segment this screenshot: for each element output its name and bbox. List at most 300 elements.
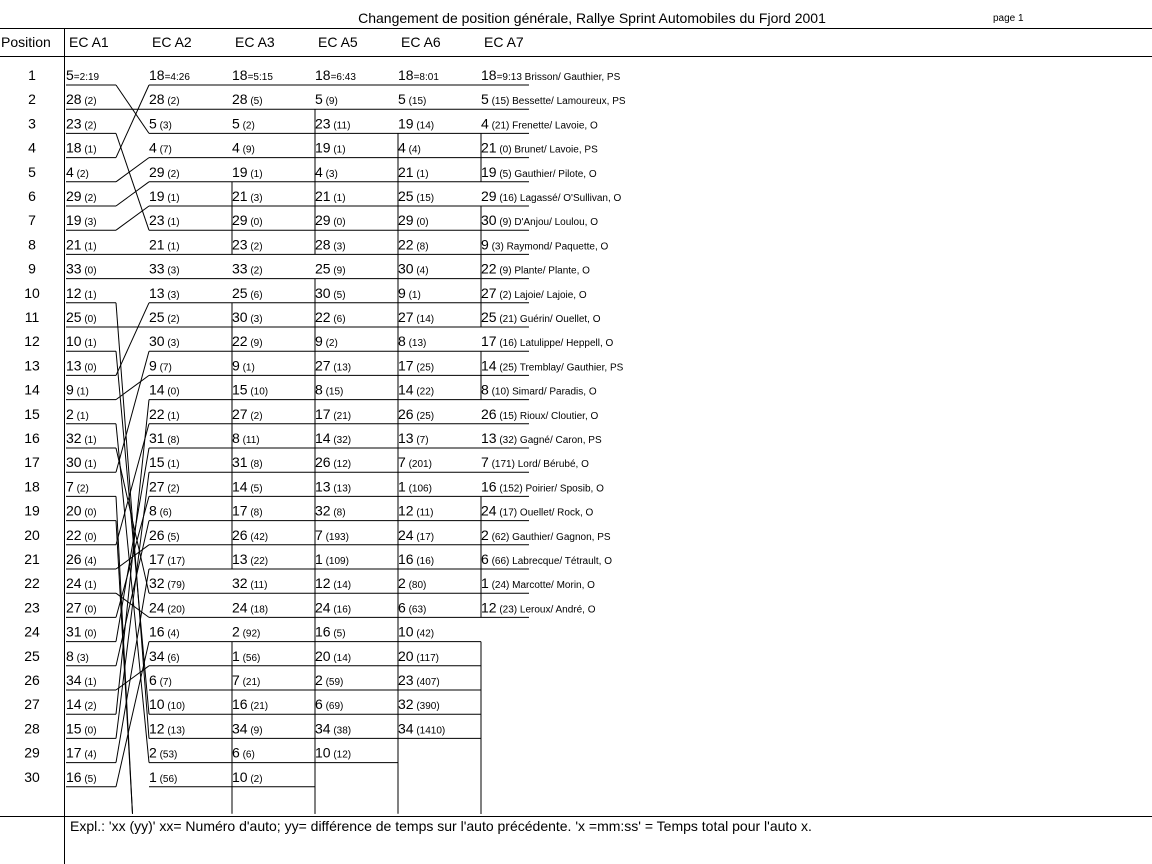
car-entry (149, 769, 177, 785)
car-entry (315, 285, 346, 301)
car-number: 34 (315, 720, 331, 737)
car-entry (149, 551, 185, 567)
position-label: 13 (24, 357, 40, 374)
car-number: 12 (398, 502, 414, 519)
car-entry (66, 115, 97, 131)
car-number: 8 (66, 647, 74, 664)
car-entry (149, 309, 180, 325)
position-labels (24, 67, 40, 785)
car-entry (315, 309, 346, 325)
car-number: 9 (398, 284, 406, 301)
time-difference: (407) (413, 677, 440, 688)
car-number: 24 (398, 526, 414, 543)
crew-name: Frenette/ Lavoie, O (509, 120, 598, 132)
car-number: 27 (232, 405, 248, 422)
car-number: 29 (232, 212, 248, 229)
car-entry (398, 261, 429, 277)
time-difference: (13) (330, 483, 352, 495)
time-difference: (23) (496, 604, 518, 616)
car-entry (481, 406, 599, 422)
car-entry (398, 309, 434, 325)
car-entry (315, 575, 351, 591)
car-entry (149, 527, 180, 543)
position-label: 17 (24, 454, 40, 471)
car-number: 31 (149, 430, 165, 446)
car-entry (149, 285, 180, 301)
car-number: 23 (315, 115, 331, 132)
time-difference: (12) (330, 459, 352, 471)
car-entry (481, 261, 590, 277)
time-difference: (21) (496, 314, 518, 325)
car-number: 32 (315, 502, 331, 519)
time-difference: (106) (405, 483, 432, 495)
car-entry (66, 527, 97, 543)
crew-name: Guérin/ Ouellet, O (517, 314, 601, 325)
car-number: 19 (232, 163, 248, 180)
car-entry (149, 357, 172, 373)
car-entry (481, 527, 611, 543)
time-difference: (13) (405, 338, 427, 350)
stage-header: EC A3 (235, 34, 275, 50)
position-label: 14 (24, 381, 40, 398)
car-entry (398, 478, 432, 494)
car-entry (398, 212, 429, 228)
car-entry (232, 624, 260, 640)
car-entry (232, 140, 255, 156)
car-number: 28 (149, 91, 165, 108)
car-entry (66, 478, 89, 494)
car-entry (66, 720, 97, 736)
car-number: 15 (232, 381, 248, 398)
car-number: 18 (232, 67, 248, 83)
time-difference: (201) (405, 459, 432, 471)
car-entry (398, 382, 434, 398)
car-entry (232, 188, 263, 204)
car-number: 18 (315, 67, 331, 83)
time-difference: (5) (330, 289, 346, 301)
time-difference: (1) (247, 168, 263, 180)
car-entry (315, 357, 351, 373)
car-number: 24 (315, 599, 331, 616)
car-number: 14 (149, 381, 165, 398)
car-number: 25 (66, 309, 82, 325)
car-entry (481, 599, 596, 615)
car-entry (66, 672, 97, 688)
car-entry (66, 696, 97, 712)
car-entry (315, 382, 343, 398)
time-difference: (4) (413, 265, 429, 277)
car-number: 13 (66, 357, 82, 374)
car-entry (398, 67, 439, 83)
car-number: 7 (66, 478, 74, 495)
car-entry (398, 140, 421, 156)
time-difference: (0) (81, 604, 97, 616)
time-difference: =6:43 (330, 72, 356, 83)
car-entry (398, 672, 440, 688)
chart-title: Changement de position générale, Rallye Sprint Automobiles du Fjord 2001 (358, 10, 826, 26)
car-number: 23 (232, 236, 248, 253)
time-difference: (3) (81, 217, 97, 229)
time-difference: (16) (496, 193, 518, 204)
time-difference: (16) (496, 338, 518, 350)
car-number: 6 (481, 551, 489, 567)
car-number: 18 (481, 67, 497, 83)
time-difference: (0) (81, 314, 97, 325)
car-entry (315, 648, 351, 664)
car-entry (315, 503, 346, 519)
car-number: 25 (481, 309, 497, 325)
position-label: 30 (24, 768, 40, 785)
car-entry (315, 333, 338, 349)
time-difference: (1) (73, 410, 89, 422)
car-entry (315, 406, 351, 422)
time-difference: (25) (496, 362, 518, 374)
car-entry (149, 164, 180, 180)
car-entry (232, 67, 273, 83)
time-difference: (2) (496, 289, 512, 301)
car-number: 25 (149, 309, 165, 325)
car-number: 22 (315, 309, 331, 325)
time-difference: (1) (239, 362, 255, 374)
car-entry (66, 406, 89, 422)
time-difference: (9) (322, 96, 338, 108)
position-label: 21 (24, 551, 40, 567)
car-entry (66, 236, 97, 252)
car-entry (398, 164, 429, 180)
car-entry (481, 164, 597, 180)
time-difference: (66) (488, 556, 510, 567)
crew-name: Poirier/ Sposib, O (522, 483, 604, 495)
time-difference: (1) (81, 580, 97, 592)
time-difference: (16) (330, 604, 352, 616)
car-number: 14 (232, 478, 248, 495)
car-entry (232, 212, 263, 228)
car-number: 5 (232, 115, 240, 132)
car-number: 32 (398, 696, 414, 713)
car-number: 9 (481, 236, 489, 253)
time-difference: (3) (330, 241, 346, 253)
time-difference: (42) (413, 628, 435, 640)
time-difference: (8) (247, 459, 263, 471)
car-number: 8 (232, 430, 240, 446)
position-label: 7 (28, 212, 36, 229)
car-number: 5 (481, 91, 489, 108)
car-entry (232, 309, 263, 325)
car-entry (66, 503, 97, 519)
car-number: 5 (66, 67, 74, 83)
page-label: page 1 (993, 13, 1024, 24)
car-number: 22 (481, 260, 497, 277)
time-difference: (3) (164, 289, 180, 301)
car-entry (481, 309, 601, 325)
car-number: 21 (398, 163, 414, 180)
car-entry (398, 696, 440, 712)
time-difference: (6) (330, 314, 346, 325)
car-entry (315, 115, 350, 131)
time-difference: (0) (81, 265, 97, 277)
time-difference: =9:13 (496, 72, 522, 83)
car-number: 10 (66, 333, 82, 350)
car-entry (315, 745, 351, 761)
car-number: 26 (481, 405, 497, 422)
time-difference: (0) (330, 217, 346, 229)
car-number: 1 (315, 551, 323, 567)
car-entry (398, 406, 434, 422)
time-difference: (11) (239, 435, 260, 446)
crew-name: Labrecque/ Tétrault, O (509, 556, 613, 567)
car-entry (149, 115, 172, 131)
time-difference: (9) (330, 265, 346, 277)
car-number: 30 (232, 309, 248, 325)
car-number: 27 (149, 478, 165, 495)
car-entry (232, 551, 268, 567)
car-entry (398, 527, 434, 543)
car-entry (66, 430, 97, 446)
car-entry (232, 115, 255, 131)
car-entry (315, 527, 349, 543)
car-number: 33 (66, 260, 82, 277)
stage-header: EC A1 (69, 34, 109, 50)
crew-name: Lord/ Bérubé, O (514, 459, 589, 471)
time-difference: (59) (322, 677, 344, 688)
time-difference: (5) (247, 483, 263, 495)
time-difference: (21) (239, 677, 261, 688)
crew-name: Gauthier/ Pilote, O (511, 168, 597, 180)
car-entry (232, 357, 255, 373)
car-entry (149, 454, 180, 470)
car-entry (149, 648, 180, 664)
time-difference: =5:15 (247, 72, 273, 83)
car-entry (481, 503, 594, 519)
car-entry (315, 454, 351, 470)
car-entry (481, 115, 598, 131)
car-entry (232, 769, 263, 785)
time-difference: (10) (488, 386, 510, 398)
time-difference: (17) (413, 531, 435, 543)
time-difference: (5) (247, 96, 263, 108)
car-number: 13 (398, 430, 414, 446)
car-number: 20 (315, 647, 331, 664)
car-number: 32 (232, 575, 248, 592)
car-entry (315, 91, 338, 107)
car-entry (481, 382, 597, 398)
position-label: 8 (28, 236, 36, 253)
time-difference: (9) (496, 217, 512, 229)
car-entry (149, 503, 172, 519)
car-number: 13 (232, 551, 248, 567)
car-number: 30 (315, 284, 331, 301)
time-difference: (2) (73, 168, 89, 180)
car-entry (149, 91, 180, 107)
time-difference: (3) (322, 168, 338, 180)
crew-name: Leroux/ André, O (517, 604, 596, 616)
car-number: 30 (66, 454, 82, 471)
time-difference: (9) (247, 338, 263, 350)
car-number: 26 (315, 454, 331, 471)
time-difference: (18) (247, 604, 269, 616)
time-difference: (2) (164, 168, 180, 180)
car-entry (232, 575, 267, 591)
car-number: 24 (149, 599, 165, 616)
crew-name: Marcotte/ Morin, O (509, 580, 595, 592)
time-difference: (1) (405, 289, 421, 301)
car-entry (232, 285, 263, 301)
car-number: 21 (481, 139, 497, 156)
car-number: 26 (232, 526, 248, 543)
car-entry (232, 648, 260, 664)
car-number: 27 (315, 357, 331, 374)
time-difference: (11) (330, 120, 351, 132)
car-entry (398, 503, 433, 519)
car-number: 4 (232, 139, 240, 156)
car-number: 4 (66, 163, 74, 180)
crew-name: Raymond/ Paquette, O (503, 241, 609, 253)
car-entry (149, 140, 172, 156)
car-entry (398, 285, 421, 301)
crew-name: Bessette/ Lamoureux, PS (509, 96, 626, 108)
time-difference: (15) (322, 386, 344, 398)
time-difference: (8) (330, 507, 346, 519)
time-difference: (2) (164, 96, 180, 108)
time-difference: (15) (488, 96, 510, 108)
crew-name: Ouellet/ Rock, O (517, 507, 594, 519)
stage-header: EC A2 (152, 34, 192, 50)
car-entry (315, 696, 343, 712)
car-number: 30 (481, 212, 497, 229)
car-number: 34 (398, 720, 414, 737)
car-number: 22 (398, 236, 414, 253)
car-entry (315, 188, 346, 204)
car-entry (481, 67, 621, 83)
car-number: 1 (232, 647, 240, 664)
car-entry (481, 478, 604, 494)
car-number: 28 (315, 236, 331, 253)
car-number: 20 (398, 647, 414, 664)
car-entry (398, 91, 426, 107)
car-entry (149, 406, 180, 422)
car-number: 30 (398, 260, 414, 277)
position-label: 27 (24, 696, 40, 713)
car-entry (66, 769, 97, 785)
time-difference: (21) (330, 410, 352, 422)
car-entry (149, 430, 180, 446)
position-label: 5 (28, 163, 36, 180)
position-label: 22 (24, 575, 40, 592)
time-difference: (0) (81, 507, 97, 519)
car-entry (315, 551, 349, 567)
car-number: 24 (232, 599, 248, 616)
car-entry (232, 599, 268, 615)
time-difference: (21) (247, 701, 269, 713)
car-number: 21 (315, 188, 331, 204)
car-entry (398, 430, 429, 446)
car-entry (149, 188, 180, 204)
time-difference: (9) (496, 265, 512, 277)
car-number: 18 (398, 67, 414, 83)
car-entry (481, 430, 602, 446)
car-number: 12 (315, 575, 331, 592)
car-number: 13 (315, 478, 331, 495)
car-entry (232, 382, 268, 398)
time-difference: (13) (164, 725, 186, 737)
time-difference: (0) (164, 386, 180, 398)
car-entry (149, 67, 190, 83)
position-label: 16 (24, 430, 40, 446)
car-number: 27 (398, 309, 414, 325)
time-difference: (16) (413, 556, 435, 567)
car-number: 29 (315, 212, 331, 229)
car-number: 1 (398, 478, 406, 495)
position-change-line (116, 158, 149, 182)
time-difference: (390) (413, 701, 440, 713)
car-number: 19 (481, 163, 497, 180)
car-number: 4 (398, 139, 406, 156)
car-number: 15 (149, 454, 165, 471)
car-entry (66, 599, 97, 615)
car-entry (232, 91, 263, 107)
car-entry (66, 212, 97, 228)
car-entry (66, 67, 100, 83)
stage-header: EC A6 (401, 34, 441, 50)
time-difference: (1) (81, 144, 97, 156)
stage-headers (69, 34, 524, 50)
car-number: 16 (66, 768, 82, 785)
car-number: 27 (66, 599, 82, 616)
car-entry (66, 164, 89, 180)
car-number: 18 (149, 67, 165, 83)
car-number: 17 (315, 405, 331, 422)
time-difference: (2) (322, 338, 338, 350)
time-difference: (4) (81, 749, 97, 761)
time-difference: (1410) (413, 725, 446, 737)
car-number: 9 (315, 333, 323, 350)
car-entry (481, 236, 609, 252)
time-difference: (4) (405, 144, 421, 156)
time-difference: (2) (247, 265, 263, 277)
time-difference: (5) (496, 168, 512, 180)
time-difference: (6) (164, 652, 180, 664)
car-entry (66, 188, 97, 204)
time-difference: (2) (73, 483, 89, 495)
car-entry (398, 648, 439, 664)
car-number: 29 (398, 212, 414, 229)
time-difference: (17) (164, 556, 186, 567)
time-difference: (1) (413, 168, 429, 180)
time-difference: (1) (330, 193, 346, 204)
time-difference: (10) (164, 701, 186, 713)
position-change-line (116, 182, 149, 206)
time-difference: (17) (496, 507, 518, 519)
car-entry (481, 454, 589, 470)
car-number: 15 (66, 720, 82, 737)
car-number: 10 (315, 744, 331, 761)
time-difference: (171) (488, 459, 515, 471)
car-entry (315, 672, 343, 688)
car-number: 2 (66, 405, 74, 422)
car-entry (149, 575, 185, 591)
car-number: 8 (481, 381, 489, 398)
time-difference: (92) (239, 628, 261, 640)
car-entry (232, 672, 260, 688)
time-difference: (2) (239, 120, 255, 132)
time-difference: (13) (330, 362, 352, 374)
time-difference: (7) (156, 144, 172, 156)
time-difference: (8) (247, 507, 263, 519)
car-number: 12 (149, 720, 165, 737)
car-number: 5 (398, 91, 406, 108)
time-difference: (1) (330, 144, 346, 156)
time-difference: (193) (322, 531, 349, 543)
